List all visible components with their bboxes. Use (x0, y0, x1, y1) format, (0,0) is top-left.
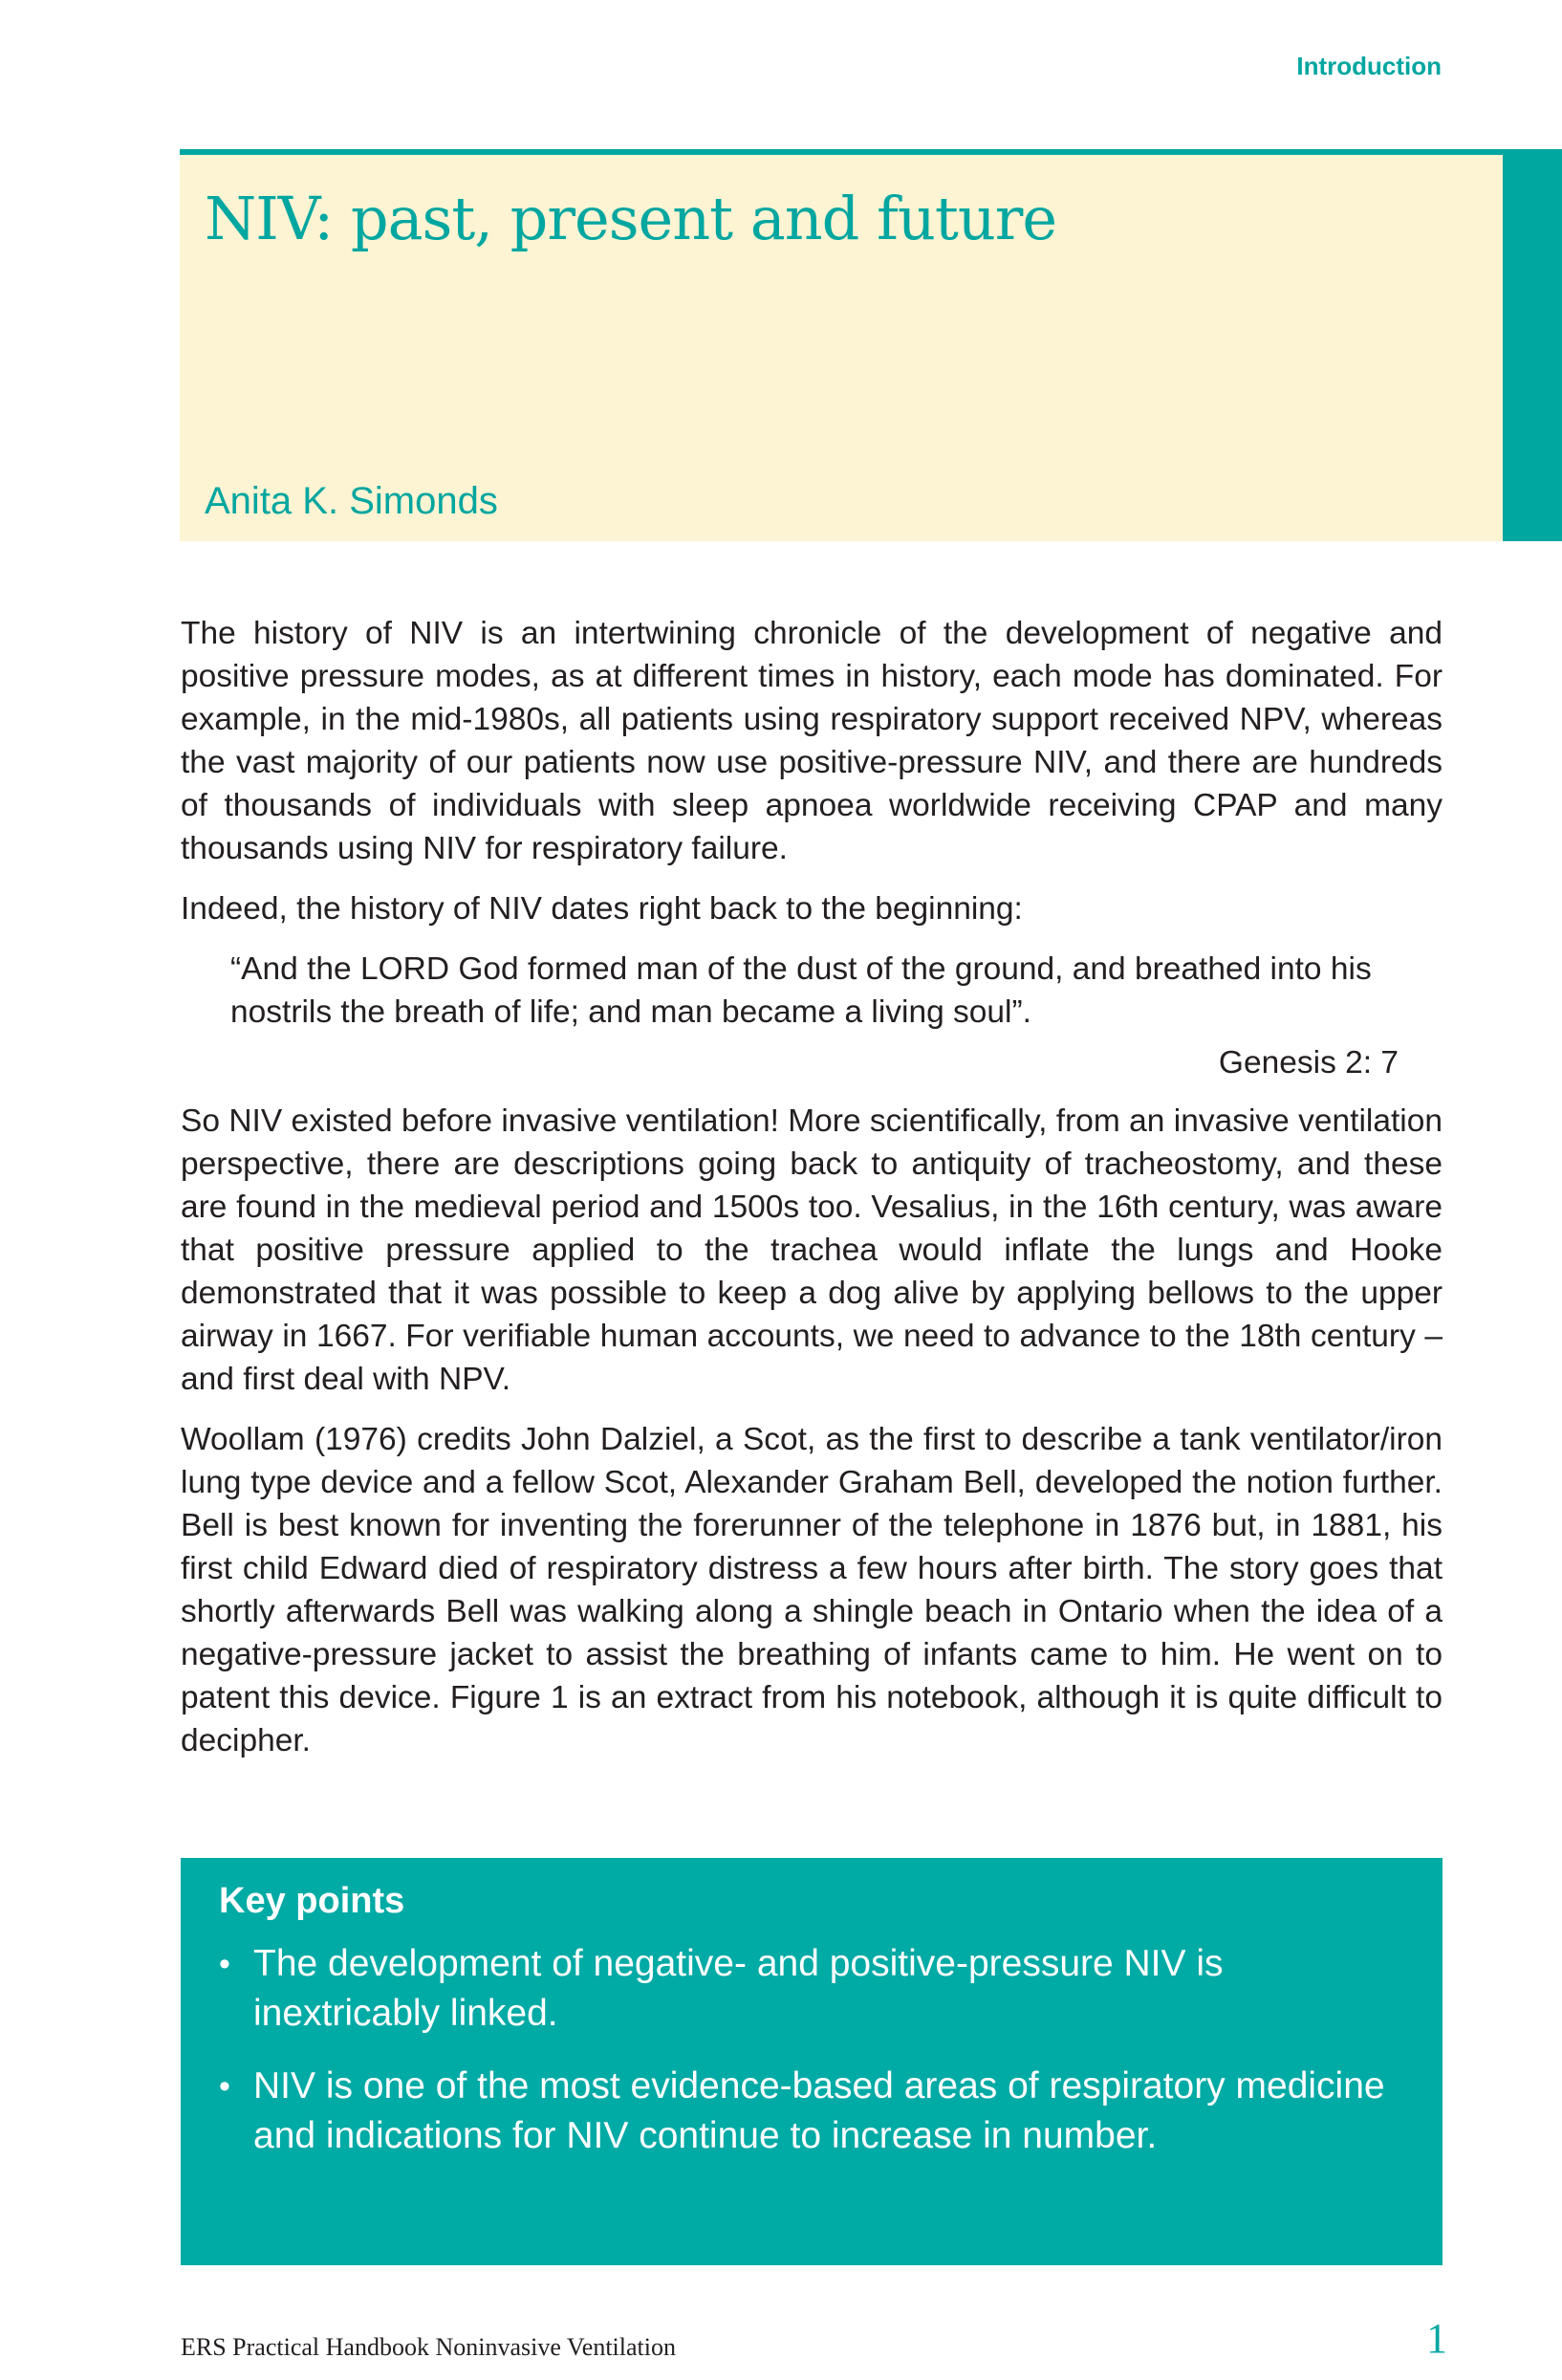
key-point-text: The development of negative- and positive-pressure NIV is inextricably linked. (253, 1943, 1224, 2034)
page-number: 1 (1426, 2315, 1447, 2362)
key-point-item (219, 2062, 1404, 2161)
section-label: Introduction (1296, 52, 1442, 80)
chapter-title: NIV: past, present and future (205, 184, 1057, 253)
bullet-icon: • (219, 2068, 230, 2105)
body-text (181, 612, 1443, 1780)
body-paragraph: So NIV existed before invasive ventilation! More scientifically, from an invasive ventilation perspective, there are descriptions going back to antiquity of tracheostomy, and these are found in the medieval period and 1500s too. Vesalius, in the 16th century, was aware that positive pressure applied to the trachea would inflate the lungs and Hooke demonstrated that it was possible to keep a dog alive by applying bellows to the upper airway in 1667. For verifiable human accounts, we need to advance to the 18th century – and first deal with NPV. (181, 1103, 1443, 1397)
key-points-box (181, 1858, 1443, 2265)
title-block (180, 149, 1503, 541)
bullet-icon: • (219, 1946, 230, 1982)
key-points-heading: Key points (219, 1881, 405, 1921)
quote-citation: Genesis 2: 7 (1218, 1045, 1399, 1081)
chapter-side-tab (1503, 149, 1562, 541)
footer-book-title: ERS Practical Handbook Noninvasive Ventilation (181, 2333, 676, 2361)
body-paragraph: Woollam (1976) credits John Dalziel, a Scot, as the first to describe a tank ventilator/iron lung type device and a fellow Scot, Alexander Graham Bell, developed the notion further. Bell is best known for inventing the forerunner of the telephone in 1876 but, in 1881, his first child Edward died of respiratory distress a few hours after birth. The story goes that shortly afterwards Bell was walking along a shingle beach in Ontario when the idea of a negative-pressure jacket to assist the breathing of infants came to him. He went on to patent this device. Figure 1 is an extract from his notebook, although it is quite difficult to decipher. (181, 1422, 1443, 1758)
key-points-list (219, 1939, 1404, 2161)
author-name: Anita K. Simonds (205, 480, 498, 522)
body-paragraph: Indeed, the history of NIV dates right back to the beginning: (181, 891, 1023, 927)
key-point-text: NIV is one of the most evidence-based areas of respiratory medicine and indications for NIV continue to increase in number. (253, 2065, 1385, 2156)
scripture-quote: “And the LORD God formed man of the dust of the ground, and breathed into his nostrils the breath of life; and man became a living soul”. (230, 951, 1372, 1030)
key-point-item (219, 1939, 1404, 2039)
body-paragraph: The history of NIV is an intertwining chronicle of the development of negative and positive pressure modes, as at different times in history, each mode has dominated. For example, in the mid-1980s, all patients using respiratory support received NPV, whereas the vast majority of our patients now use positive-pressure NIV, and there are hundreds of thousands of individuals with sleep apnoea worldwide receiving CPAP and many thousands using NIV for respiratory failure. (181, 616, 1443, 866)
